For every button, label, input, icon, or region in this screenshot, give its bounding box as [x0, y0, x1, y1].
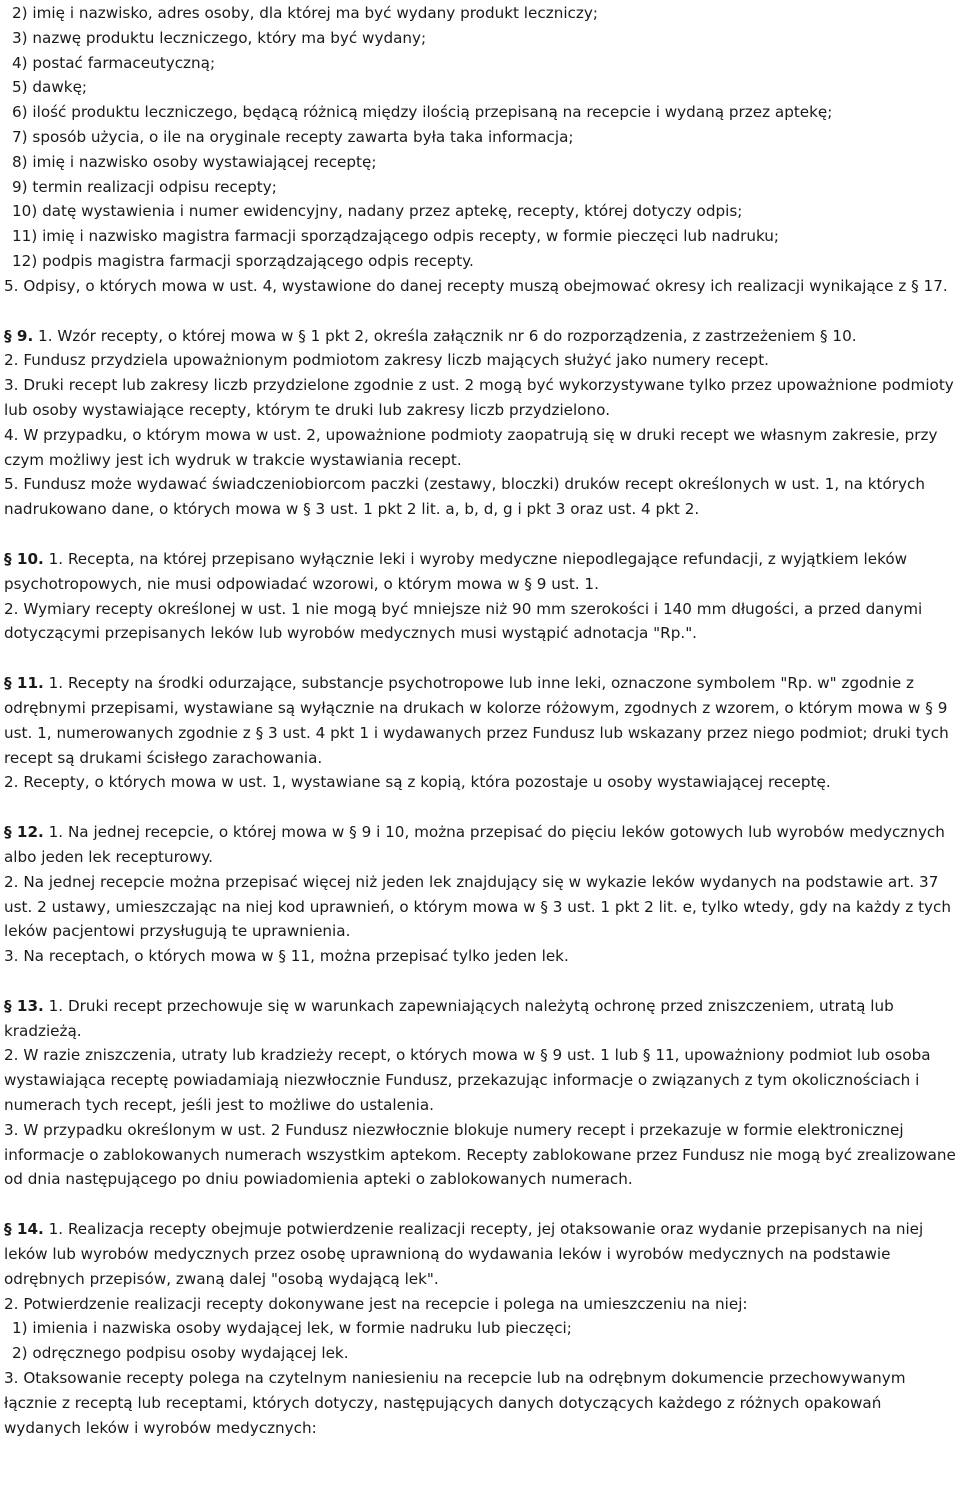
- section-paragraph: [4, 1217, 956, 1291]
- paragraph: 2. Na jednej recepcie można przepisać więcej niż jeden lek znajdujący się w wykazie leków wydanych na podstawie art. 37 ust. 2 ustawy, umieszczając na niej kod uprawnień, o którym mowa w § 3 ust. 1 pkt 2 lit. e, tylko wtedy, gdy na każdy z tych leków pacjentowi przysługują te uprawnienia.: [4, 872, 952, 941]
- section-paragraph: [4, 994, 956, 1044]
- section-text: 1. Druki recept przechowuje się w warunkach zapewniających należytą ochronę przed zniszczeniem, utratą lub kradzieżą.: [4, 996, 894, 1040]
- paragraph-gap: [4, 795, 956, 820]
- list-item: 12) podpis magistra farmacji sporządzającego odpis recepty.: [12, 251, 474, 270]
- list-item: 10) datę wystawienia i numer ewidencyjny, nadany przez aptekę, recepty, której dotyczy odpis;: [12, 202, 743, 221]
- list-item: 1) imienia i nazwiska osoby wydającej lek, w formie nadruku lub pieczęci;: [12, 1319, 572, 1338]
- paragraph: 2. Potwierdzenie realizacji recepty dokonywane jest na recepcie i polega na umieszczeniu na niej:: [4, 1294, 748, 1313]
- section-paragraph: [4, 671, 956, 770]
- list-item: 7) sposób użycia, o ile na oryginale recepty zawarta była taka informacja;: [12, 127, 574, 146]
- list-item: 2) odręcznego podpisu osoby wydającej lek.: [12, 1344, 349, 1363]
- paragraph: 2. Fundusz przydziela upoważnionym podmiotom zakresy liczb mających służyć jako numery recept.: [4, 351, 769, 370]
- section-number: § 10.: [4, 549, 44, 568]
- section-text: 1. Wzór recepty, o której mowa w § 1 pkt 2, określa załącznik nr 6 do rozporządzenia, z zastrzeżeniem § 10.: [33, 326, 857, 345]
- list-item: 6) ilość produktu leczniczego, będącą różnicą między ilością przepisaną na recepcie i wydaną przez aptekę;: [12, 103, 833, 122]
- paragraph-gap: [4, 646, 956, 671]
- paragraph: 3. Druki recept lub zakresy liczb przydzielone zgodnie z ust. 2 mogą być wykorzystywane tylko przez upoważnione podmioty lub osoby wystawiające recepty, którym te druki lub zakresy liczb przydzielono.: [4, 376, 954, 419]
- section-number: § 9.: [4, 326, 34, 345]
- paragraph: 2. Wymiary recepty określonej w ust. 1 nie mogą być mniejsze niż 90 mm szerokości i 140 mm długości, a przed danymi dotyczącymi przepisanych leków lub wyrobów medycznych musi wystąpić adnotacja "Rp.".: [4, 599, 923, 643]
- paragraph-gap: [4, 299, 956, 324]
- paragraph: 2. W razie zniszczenia, utraty lub kradzieży recept, o których mowa w § 9 ust. 1 lub § 11, upoważniony podmiot lub osoba wystawiająca receptę powiadamiają niezwłocznie Fundusz, przekazując informacje o związanych z tym okolicznościach i numerach tych recept, jeśli jest to możliwe do ustalenia.: [4, 1046, 931, 1115]
- section-number: § 11.: [4, 674, 44, 693]
- section-text: 1. Realizacja recepty obejmuje potwierdzenie realizacji recepty, jej otaksowanie oraz wydanie przepisanych na niej leków lub wyrobów medycznych przez osobę uprawnioną do wydawania leków i wyrobów medycznych na podstawie odrębnych przepisów, zwaną dalej "osobą wydającą lek".: [4, 1220, 924, 1288]
- paragraph: 3. Otaksowanie recepty polega na czytelnym naniesieniu na recepcie lub na odrębnym dokumencie przechowywanym łącznie z receptą lub receptami, których dotyczy, następujących danych dotyczących każdego z różnych opakowań wydanych leków i wyrobów medycznych:: [4, 1369, 906, 1437]
- paragraph: 5. Odpisy, o których mowa w ust. 4, wystawione do danej recepty muszą obejmować okresy ich realizacji wynikające z § 17.: [4, 276, 948, 295]
- paragraph: 3. W przypadku określonym w ust. 2 Fundusz niezwłocznie blokuje numery recept i przekazuje w formie elektronicznej informacje o zablokowanych numerach wszystkim aptekom. Recepty zablokowane przez Fundusz nie mogą być zrealizowane od dnia następującego po dniu powiadomienia apteki o zablokowanych numerach.: [4, 1120, 956, 1189]
- list-item: 11) imię i nazwisko magistra farmacji sporządzającego odpis recepty, w formie pieczęci lub nadruku;: [12, 227, 780, 246]
- section-text: 1. Na jednej recepcie, o której mowa w § 9 i 10, można przepisać do pięciu leków gotowych lub wyrobów medycznych albo jeden lek recepturowy.: [4, 823, 945, 866]
- section-number: § 12.: [4, 823, 44, 842]
- paragraph: 5. Fundusz może wydawać świadczeniobiorcom paczki (zestawy, bloczki) druków recept określonych w ust. 1, na których nadrukowano dane, o których mowa w § 3 ust. 1 pkt 2 lit. a, b, d, g i pkt 3 oraz ust. 4 pkt 2.: [4, 475, 925, 519]
- section-number: § 14.: [4, 1220, 44, 1239]
- list-item: 8) imię i nazwisko osoby wystawiającej receptę;: [12, 152, 377, 171]
- paragraph-gap: [4, 1192, 956, 1217]
- section-paragraph: [4, 324, 956, 349]
- paragraph-gap: [4, 969, 956, 994]
- list-item: 3) nazwę produktu leczniczego, który ma być wydany;: [12, 28, 427, 47]
- list-item: 2) imię i nazwisko, adres osoby, dla której ma być wydany produkt leczniczy;: [12, 4, 598, 22]
- list-item: 5) dawkę;: [12, 78, 88, 97]
- paragraph-gap: [4, 522, 956, 547]
- list-item: 4) postać farmaceutyczną;: [12, 53, 216, 72]
- paragraph: 3. Na receptach, o których mowa w § 11, można przepisać tylko jeden lek.: [4, 947, 569, 966]
- section-number: § 13.: [4, 996, 44, 1015]
- paragraph: 2. Recepty, o których mowa w ust. 1, wystawiane są z kopią, która pozostaje u osoby wystawiającej receptę.: [4, 773, 831, 792]
- section-text: 1. Recepta, na której przepisano wyłącznie leki i wyroby medyczne niepodlegające refundacji, z wyjątkiem leków psychotropowych, nie musi odpowiadać wzorowi, o którym mowa w § 9 ust. 1.: [4, 549, 908, 593]
- section-paragraph: [4, 547, 956, 597]
- list-item: 9) termin realizacji odpisu recepty;: [12, 177, 277, 196]
- paragraph: 4. W przypadku, o którym mowa w ust. 2, upoważnione podmioty zaopatrują się w druki recept we własnym zakresie, przy czym możliwy jest ich wydruk w trakcie wystawiania recept.: [4, 425, 938, 469]
- section-text: 1. Recepty na środki odurzające, substancje psychotropowe lub inne leki, oznaczone symbolem "Rp. w" zgodnie z odrębnymi przepisami, wystawiane są wyłącznie na drukach w kolorze różowym, zgodnych z wzorem, o którym mowa w § 9 ust. 1, numerowanych zgodnie z § 3 ust. 4 pkt 1 i wydawanych przez Fundusz lub wskazany przez niego podmiot; druki tych recept są drukami ścisłego zarachowania.: [4, 674, 949, 767]
- section-paragraph: [4, 820, 956, 870]
